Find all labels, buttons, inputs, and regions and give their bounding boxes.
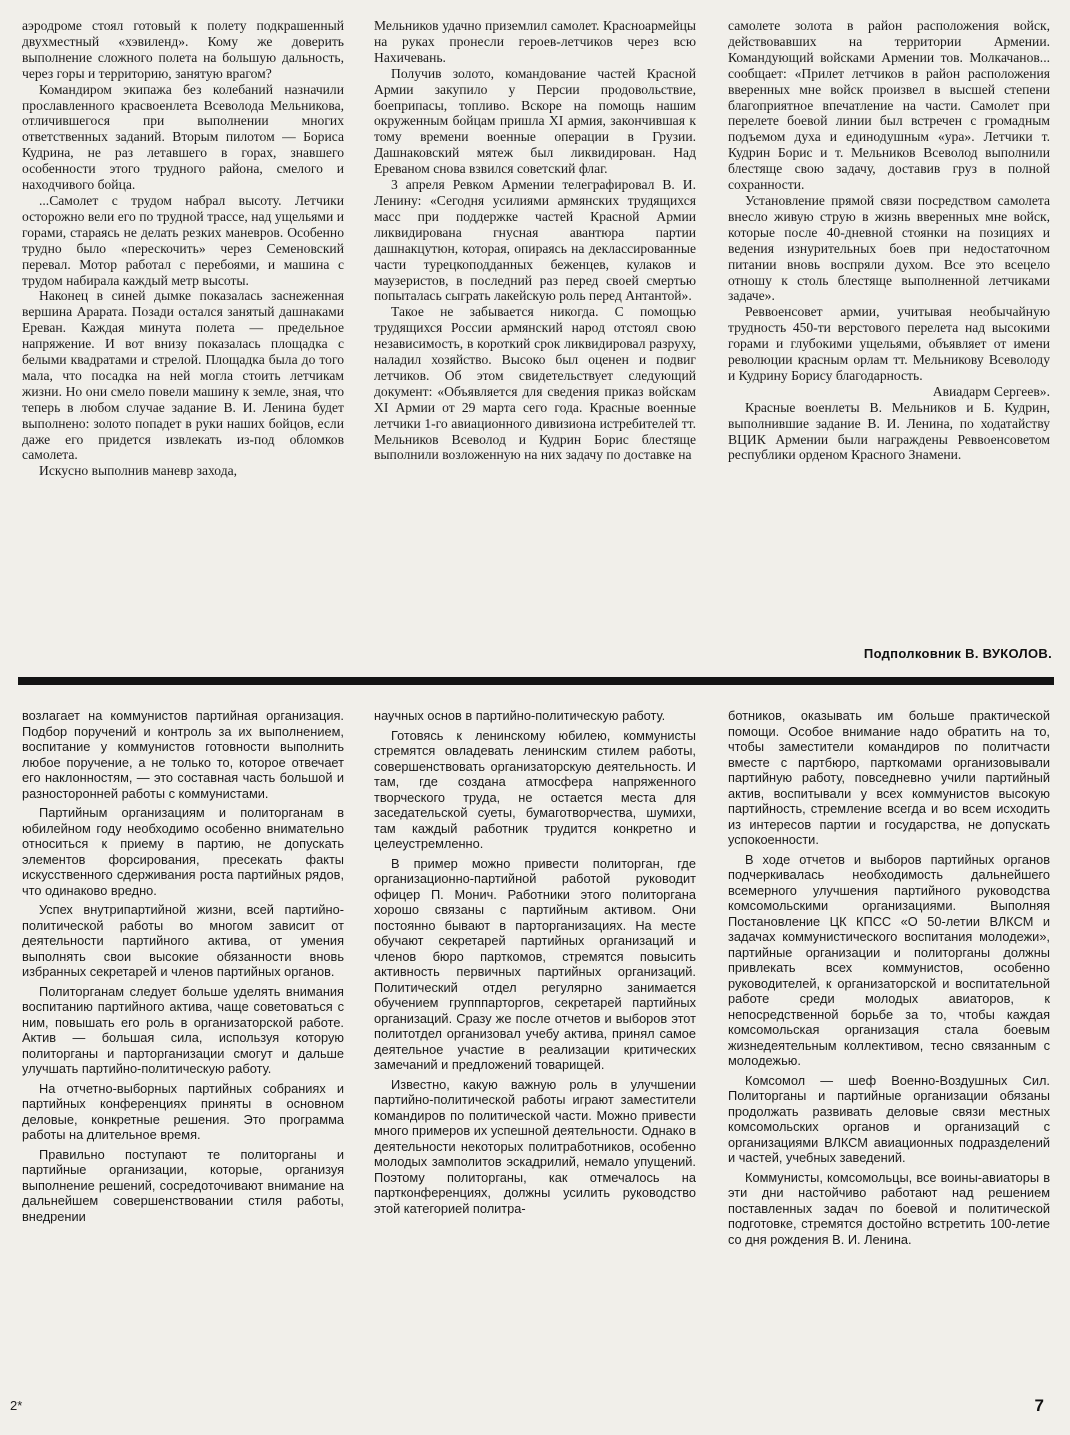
paragraph: аэродроме стоял готовый к полету подкрашенный двухместный «хэвиленд». Кому же доверить выполнение сложного полета на большую дальность, через горы и территорию, занятую врагом? [22,18,344,81]
paragraph: Командиром экипажа без колебаний назначили прославленного красвоенлета Всеволода Мельникова, отличившегося при выполнении многих ответственных заданий. Вторым пилотом — Бориса Кудрина, не раз летавшего в горах, знавшего особенности этого трудного района, смелого и находчивого бойца. [22,81,344,193]
upper-column-2 [374,18,696,463]
paragraph: Искусно выполнив маневр захода, [39,463,238,479]
lower-article [22,708,1052,1388]
paragraph: Авиадарм Сергеев». [932,383,1050,399]
paragraph: Политорганам следует больше уделять внимания воспитанию партийного актива, чаще советоваться с ним, повышать его роль в организаторской работе. Актив — большая сила, используя которую политорганы и парторганизации смогут и дальше улучшать партийно-политическую работу. [22,983,344,1076]
paragraph: Известно, какую важную роль в улучшении партийно-политической работы играют заместители командиров по политической части. Можно привести много примеров их успешной деятельности. Однако в деятельности некоторых политработников, особенно молодых замполитов эскадрилий, немало упущений. Поэтому политорганы, как отмечалось на партконференциях, должны усилить руководство этой категорией политра- [374,1076,696,1216]
paragraph: Такое не забывается никогда. С помощью трудящихся России армянский народ отстоял свою независимость, в короткий срок ликвидировал разруху, наладил хозяйство. Высоко был оценен и подвиг летчиков. Об этом свидетельствует следующий документ: «Объявляется для сведения приказ войскам XI Армии от 29 марта сего года. Красные военные летчики 1-го авиационного дивизиона истребителей тт. Мельников Всеволод и Кудрин Борис блестяще выполнили возложенную на них задачу по доставке на [374,304,696,463]
signature-mark: 2* [10,1398,23,1413]
paragraph: 3 апреля Ревком Армении телеграфировал В. И. Ленину: «Сегодня усилиями армянских трудящихся масс при поддержке частей Красной Армии ликвидирована гнусная авантюра партии дашнакцутюн, которая, опираясь на деклассированные части турецкоподданных беженцев, кулаков и маузеристов, в последний раз перед своей смертью попыталась сыграть лакейскую роль перед Антантой». [374,177,696,304]
lower-column-2 [374,708,696,1216]
paragraph: ботников, оказывать им больше практической помощи. Особое внимание надо обратить на то, чтобы заместители командиров по политчасти вместе с партбюро, парткомами организовывали партийную работу, повседневно учили партийный актив, воспитывали у всех коммунистов высокую партийность, стремление всегда и во всем исходить из интересов партии и государства, не допускать успокоенности. [728,708,1050,847]
paragraph: Установление прямой связи посредством самолета внесло живую струю в жизнь вверенных мне войск, которые после 40-дневной стоянки на позициях и ведения изнурительных боев при недостаточном питании вновь воспряли духом. Все это всецело отношу к столь блестяще выполненной летчиками задаче». [728,192,1050,304]
paragraph: Мельников удачно приземлил самолет. Красноармейцы на руках пронесли героев-летчиков через всю Нахичевань. [374,18,696,65]
paragraph: научных основ в партийно-политическую работу. [374,708,666,723]
paragraph: Правильно поступают те политорганы и партийные организации, которые, организуя выполнение решений, сосредоточивают внимание на дальнейшем совершенствовании стиля работы, внедрении [22,1146,344,1224]
page-number: 7 [1034,1396,1044,1415]
paragraph: самолете золота в район расположения войск, действовавших на территории Армении. Командующий войсками Армении тов. Молкачанов... сообщает: «Прилет летчиков в район расположения вверенных мне войск произвел в высшей степени благоприятное впечатление на части. Самолет при перелете боевой линии был встречен с громадным подъемом духа и единодушным «ура». Летчики т. Кудрин Борис и т. Мельников Всеволод выполнили блестяще свою задачу, доставив груз в полной сохранности. [728,18,1050,193]
paragraph: Красные военлеты В. Мельников и Б. Кудрин, выполнившие задание В. И. Ленина, по ходатайству ВЦИК Армении были награждены Реввоенсоветом республики орденом Красного Знамени. [728,399,1050,463]
paragraph: Готовясь к ленинскому юбилею, коммунисты стремятся овладевать ленинским стилем работы, совершенствовать организаторскую деятельность. И там, где создана атмосфера напряженного творческого труда, не остается места для заседательской суеты, бумаготворчества, шумихи, там каждый работник трудится конкретно и целеустремленно. [374,727,696,851]
paragraph: Реввоенсовет армии, учитывая необычайную трудность 450-ти верстового перелета над высокими горами и глубокими ущельями, объявляет от имени революции красным орлам тт. Мельникову Всеволоду и Кудрину Борису благодарность. [728,304,1050,383]
paragraph: В ходе отчетов и выборов партийных органов подчеркивалась необходимость дальнейшего всемерного улучшения партийного руководства комсомольскими организациями. Выполняя Постановление ЦК КПСС «О 50-летии ВЛКСМ и задачах коммунистического воспитания молодежи», партийные организации и политорганы должны привлекать всех коммунистов, особенно руководителей, к организаторской и воспитательной работе среди молодых авиаторов, к непосредственной борьбе за то, чтобы каждая комсомольская организация стала боевым жизнедеятельным коллективом, тесно связанным с молодежью. [728,851,1050,1068]
paragraph: На отчетно-выборных партийных собраниях и партийных конференциях приняты в основном деловые, конкретные решения. Это программа работы на длительное время. [22,1080,344,1142]
paragraph: Получив золото, командование частей Красной Армии закупило у Персии продовольствие, боеприпасы, топливо. Вскоре на помощь нашим окруженным бойцам пришла XI армия, закончившая к тому времени военные операции в Грузии. Дашнаковский мятеж был ликвидирован. Над Ереваном снова взвился советский флаг. [374,65,696,177]
paragraph: Коммунисты, комсомольцы, все воины-авиаторы в эти дни настойчиво работают над решением поставленных задач по боевой и политической подготовке, стремятся достойно встретить 100-летие со дня рождения В. И. Ленина. [728,1169,1050,1247]
paragraph: возлагает на коммунистов партийная организация. Подбор поручений и контроль за их выполнением, воспитание у коммунистов готовности выполнить любое поручение, а не только то, которое отвечает его наклонностям, — это составная часть большой и разносторонней работы с коммунистами. [22,708,344,801]
upper-column-3 [728,18,1050,463]
paragraph: Наконец в синей дымке показалась заснеженная вершина Арарата. Позади остался занятый дашнаками Ереван. Каждая минута полета — предельное напряжение. И вот внизу показалась площадка с белыми квадратами и стрелой. Площадка была до того мала, что посадка на ней могла стоить летчикам жизни. Но они смело повели машину к земле, зная, что теперь в любом случае задание В. И. Ленина будет выполнено: золото попадет в руки наших бойцов, если даже его придется извлекать из-под обломков самолета. [22,288,344,463]
paragraph: ...Самолет с трудом набрал высоту. Летчики осторожно вели его по трудной трассе, над ущельями и горами, стараясь не делать резких маневров. Особенно трудно было «перескочить» через Семеновский перевал. Мотор работал с перебоями, и машина с трудом набирала каждый метр высоты. [22,192,344,288]
upper-article [22,18,1052,654]
author-signature: Подполковник В. ВУКОЛОВ. [863,646,1052,661]
lower-column-1 [22,708,344,1224]
paragraph: Партийным организациям и политорганам в юбилейном году необходимо особенно внимательно относиться к приему в партию, не допускать элементов форсирования, пресекать факты искусственного сдерживания роста партийных рядов, что одинаково вредно. [22,805,344,898]
upper-column-1 [22,18,344,479]
paragraph: Комсомол — шеф Военно-Воздушных Сил. Политорганы и партийные организации обязаны продолжать развивать деловые связи местных комсомольских органов и организаций с организациями ВЛКСМ авиационных подразделений и частей, учебных заведений. [728,1072,1050,1165]
paragraph: В пример можно привести политорган, где организационно-партийной работой руководит офицер П. Монич. Работники этого политоргана хорошо связаны с партийным активом. Они постоянно бывают в парторганизациях. На месте обучают секретарей партийных организаций и членов бюро парткомов, стремятся повысить активность первичных партийных организаций. Политический отдел регулярно занимается обучением групппарторгов, секретарей партийных организаций. Сразу же после отчетов и выборов этот политотдел организовал учебу актива, принял самое деятельное участие в реализации критических замечаний и предложений товарищей. [374,855,696,1072]
section-divider [18,677,1054,685]
paragraph: Успех внутрипартийной жизни, всей партийно-политической работы во многом зависит от деятельности партийного актива, от умения выполнять свои высокие обязанности вновь избранных секретарей и членов партийных органов. [22,902,344,979]
lower-column-3 [728,708,1050,1247]
